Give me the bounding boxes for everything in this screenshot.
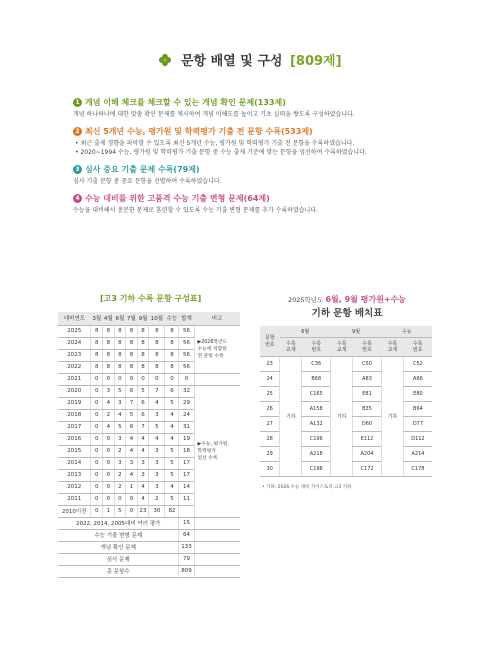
table-cell: 4 (149, 397, 165, 409)
table-cell: 2017 (58, 421, 91, 433)
table-cell: 3 (149, 469, 165, 481)
question-number: 26 (260, 401, 280, 416)
table-cell: 2021 (58, 373, 91, 385)
table-cell: 3 (114, 433, 126, 445)
table-cell: 0 (91, 421, 103, 433)
table-cell: 6 (126, 385, 138, 397)
table-cell: 3 (149, 445, 165, 457)
column-header: 대비연도 (58, 312, 91, 325)
page-title (0, 50, 500, 69)
remark-cell: ▶수능, 평가원, 학력평가 엄선 수록 (194, 385, 240, 517)
item-code: C52 (403, 356, 432, 371)
item-code: B35 (353, 401, 382, 416)
placement-pretitle (262, 294, 432, 305)
item-code: A83 (353, 371, 382, 386)
table-cell: 8 (165, 325, 179, 337)
table-cell: 5 (114, 385, 126, 397)
item-code: E81 (353, 386, 382, 401)
group-header: 6월 (280, 326, 331, 337)
summary-blank (194, 529, 240, 541)
table-cell: 18 (179, 445, 194, 457)
table-cell: 8 (137, 361, 149, 373)
item-code: A158 (302, 401, 331, 416)
table-cell: 4 (149, 433, 165, 445)
item-code: D60 (353, 416, 382, 431)
summary-row (58, 529, 240, 541)
table-cell: 4 (126, 469, 138, 481)
summary-value: 64 (179, 529, 194, 541)
table-cell: 0 (114, 373, 126, 385)
table-cell: 2011 (58, 493, 91, 505)
column-header: 합계 (179, 312, 194, 325)
table-cell (179, 505, 194, 517)
summary-row (58, 565, 240, 577)
title-count: [809제] (289, 54, 342, 69)
table-cell: 8 (114, 325, 126, 337)
question-number: 25 (260, 386, 280, 401)
table-cell: 0 (91, 373, 103, 385)
table-cell: 8 (149, 361, 165, 373)
table-cell: 8 (103, 361, 115, 373)
table-cell: 8 (165, 337, 179, 349)
table-cell: 82 (165, 505, 179, 517)
table-cell: 8 (149, 325, 165, 337)
table-cell: 8 (165, 361, 179, 373)
table-cell: 5 (165, 445, 179, 457)
book-cell: 기하 (280, 356, 302, 476)
column-header: 3월 (91, 312, 103, 325)
section-text: • 최근 출제 경향을 파악할 수 있도록 최신 5개년 수능, 평가원 및 학력평가 기출 전 문항을 수록하였습니다. (75, 140, 355, 147)
sub-header: 수록 교재 (331, 337, 353, 356)
placement-table-title: 기하 문항 배치표 (311, 308, 383, 319)
table-cell: 2025 (58, 325, 91, 337)
table-cell: 19 (179, 433, 194, 445)
table-cell: 8 (91, 349, 103, 361)
summary-value: 79 (179, 553, 194, 565)
summary-label: 수능 기출 변형 문제 (58, 529, 179, 541)
sub-header: 수록 번호 (302, 337, 331, 356)
table-cell: 0 (91, 433, 103, 445)
composition-table (58, 312, 240, 578)
item-code: B68 (302, 371, 331, 386)
sub-header: 수록 번호 (353, 337, 382, 356)
table-cell: 8 (126, 337, 138, 349)
table-cell: 4 (137, 481, 149, 493)
table-cell: 3 (149, 409, 165, 421)
table-cell: 24 (179, 409, 194, 421)
placement-footnote: • 기하: 2026 수능 대비 자이스토리 고3 기하 (262, 485, 352, 490)
sub-header: 수록 교재 (381, 337, 403, 356)
table-cell: 0 (137, 373, 149, 385)
placement-exams: 6월, 9월 평가원+수능 (325, 295, 406, 304)
question-number: 29 (260, 446, 280, 461)
table-cell: 7 (126, 397, 138, 409)
table-cell: 0 (103, 445, 115, 457)
table-cell: 14 (179, 481, 194, 493)
table-cell: 3 (149, 457, 165, 469)
item-code: B64 (403, 401, 432, 416)
summary-blank (194, 541, 240, 553)
summary-label: 2022, 2014, 2005대비 여러 평가 (58, 517, 179, 529)
summary-label: 총 문항수 (58, 565, 179, 577)
table-cell: 56 (179, 361, 194, 373)
table-cell: 0 (91, 409, 103, 421)
table-cell: 8 (137, 349, 149, 361)
table-cell: 0 (91, 397, 103, 409)
table-cell: 0 (91, 505, 103, 517)
item-code: C50 (353, 356, 382, 371)
table-cell: 30 (149, 505, 165, 517)
table-cell: 4 (165, 409, 179, 421)
table-cell: 17 (179, 457, 194, 469)
table-cell: 0 (103, 493, 115, 505)
sub-header: 수록 교재 (280, 337, 302, 356)
table-cell: 0 (126, 505, 138, 517)
table-cell: 8 (126, 325, 138, 337)
item-code: E80 (403, 386, 432, 401)
table-cell: 0 (103, 469, 115, 481)
item-code: A218 (302, 446, 331, 461)
question-number: 28 (260, 431, 280, 446)
table-cell: 5 (137, 385, 149, 397)
table-cell: 29 (179, 397, 194, 409)
table-cell: 7 (149, 385, 165, 397)
table-cell: 0 (165, 373, 179, 385)
table-cell: 8 (103, 337, 115, 349)
column-header: 9월 (137, 312, 149, 325)
table-cell: 0 (91, 385, 103, 397)
table-cell: 2018 (58, 409, 91, 421)
table-cell: 7 (137, 421, 149, 433)
question-number: 24 (260, 371, 280, 386)
composition-table-title: [고3 기하 수록 문항 구성표] (100, 294, 202, 303)
section-3 (73, 164, 433, 186)
summary-blank (194, 553, 240, 565)
table-cell: 6 (126, 421, 138, 433)
table-cell: 2024 (58, 337, 91, 349)
table-cell: 0 (91, 493, 103, 505)
table-row (260, 356, 432, 371)
table-cell: 8 (137, 337, 149, 349)
table-cell: 8 (149, 349, 165, 361)
table-cell: 8 (114, 349, 126, 361)
section-title: 개념 이해 체크를 체크할 수 있는 개념 확인 문제(133제) (85, 98, 286, 107)
table-cell: 4 (165, 421, 179, 433)
table-cell: 2 (103, 409, 115, 421)
table-cell: 0 (179, 373, 194, 385)
table-cell: 2010이전 (58, 505, 91, 517)
table-cell: 8 (91, 361, 103, 373)
table-cell: 5 (149, 421, 165, 433)
table-cell: 3 (103, 385, 115, 397)
column-header-number: 문항 번호 (260, 326, 280, 356)
section-4 (73, 193, 433, 215)
table-cell: 56 (179, 337, 194, 349)
item-code: C165 (302, 386, 331, 401)
table-cell: 0 (103, 457, 115, 469)
table-cell: 2 (114, 469, 126, 481)
table-cell: 2022 (58, 361, 91, 373)
item-code: A66 (403, 371, 432, 386)
column-header: 4월 (103, 312, 115, 325)
table-cell: 4 (165, 433, 179, 445)
table-cell: 8 (149, 337, 165, 349)
table-cell: 2013 (58, 469, 91, 481)
section-2 (73, 126, 433, 157)
sub-header: 수록 번호 (403, 337, 432, 356)
table-cell: 23 (137, 505, 149, 517)
summary-row (58, 541, 240, 553)
table-cell: 0 (103, 433, 115, 445)
number-badge: 2 (73, 127, 82, 136)
table-cell: 5 (165, 457, 179, 469)
summary-value: 133 (179, 541, 194, 553)
section-text: • 2020~1994 수능, 평가원 및 학력평가 기출 문항 중 수능 출제 기준에 맞는 문항을 엄선하여 수록하였습니다. (75, 149, 367, 156)
table-cell: 0 (126, 373, 138, 385)
table-cell: 6 (165, 385, 179, 397)
column-header: 6월 (114, 312, 126, 325)
table-cell: 3 (126, 457, 138, 469)
table-row (58, 385, 240, 397)
table-cell: 8 (165, 349, 179, 361)
table-cell: 3 (114, 397, 126, 409)
column-header: 비고 (194, 312, 240, 325)
table-cell: 1 (126, 481, 138, 493)
table-cell: 2014 (58, 457, 91, 469)
table-cell: 8 (91, 337, 103, 349)
item-code: C36 (302, 356, 331, 371)
table-cell: 4 (137, 433, 149, 445)
table-cell: 31 (179, 421, 194, 433)
clover-icon (158, 53, 172, 67)
table-cell: 5 (114, 505, 126, 517)
table-cell: 4 (126, 445, 138, 457)
section-1 (73, 97, 433, 119)
placement-year: 2025학년도 (287, 296, 324, 304)
table-cell: 32 (179, 385, 194, 397)
table-cell: 4 (165, 481, 179, 493)
table-cell: 0 (149, 373, 165, 385)
table-cell: 6 (137, 397, 149, 409)
table-cell: 6 (137, 409, 149, 421)
table-cell: 0 (103, 373, 115, 385)
table-cell: 1 (103, 505, 115, 517)
column-header: 7월 (126, 312, 138, 325)
table-cell: 2012 (58, 481, 91, 493)
table-cell: 2023 (58, 349, 91, 361)
book-cell: 기하 (331, 356, 353, 476)
table-cell: 8 (114, 361, 126, 373)
number-badge: 1 (73, 98, 82, 107)
table-cell: 11 (179, 493, 194, 505)
table-cell: 8 (137, 325, 149, 337)
table-cell: 2020 (58, 385, 91, 397)
item-code: C172 (353, 461, 382, 476)
placement-table (260, 326, 432, 477)
table-cell: 0 (103, 481, 115, 493)
item-code: D112 (403, 431, 432, 446)
section-title: 심사 중요 기출 문제 수록(79제) (85, 165, 200, 174)
table-row (58, 373, 240, 385)
section-text: 심사 기출 문항 중 중요 문항을 선별하여 수록하였습니다. (73, 178, 222, 185)
summary-blank (194, 565, 240, 577)
table-cell: 0 (114, 493, 126, 505)
column-header: 수능 (165, 312, 179, 325)
table-cell: 3 (137, 469, 149, 481)
section-text: 수능을 대비해서 충분한 문제로 훈련할 수 있도록 수능 기출 변형 문제를 추가 수록하였습니다. (73, 207, 319, 214)
summary-label: 개념 확인 문제 (58, 541, 179, 553)
table-cell: 4 (114, 409, 126, 421)
table-cell: 5 (114, 421, 126, 433)
table-cell: 2016 (58, 433, 91, 445)
table-cell: 56 (179, 349, 194, 361)
table-cell: 5 (165, 469, 179, 481)
table-cell: 8 (126, 361, 138, 373)
item-code: A132 (302, 416, 331, 431)
item-code: C178 (403, 461, 432, 476)
summary-row (58, 553, 240, 565)
table-cell: 0 (91, 457, 103, 469)
question-number: 30 (260, 461, 280, 476)
table-cell: 4 (137, 445, 149, 457)
group-header: 수능 (381, 326, 432, 337)
table-cell: 2 (149, 493, 165, 505)
table-cell: 8 (126, 349, 138, 361)
item-code: A214 (403, 446, 432, 461)
table-cell: 2019 (58, 397, 91, 409)
item-code: C196 (302, 431, 331, 446)
table-cell: 5 (165, 493, 179, 505)
table-cell: 56 (179, 325, 194, 337)
table-cell: 5 (165, 397, 179, 409)
column-header: 10월 (149, 312, 165, 325)
title-text: 문항 배열 및 구성 (180, 54, 283, 69)
table-cell: 8 (103, 325, 115, 337)
summary-label: 심사 문제 (58, 553, 179, 565)
item-code: A204 (353, 446, 382, 461)
number-badge: 4 (73, 194, 82, 203)
table-cell: 8 (103, 349, 115, 361)
summary-row (58, 517, 240, 529)
section-text: 개념 하나하나에 대한 맞춤 확인 문제를 제시하여 개념 이해도를 높이고 기초 실력을 쌓도록 구성하였습니다. (73, 111, 355, 118)
summary-blank (194, 517, 240, 529)
table-cell: 4 (126, 433, 138, 445)
table-cell: 8 (91, 325, 103, 337)
table-cell: 2 (114, 445, 126, 457)
question-number: 27 (260, 416, 280, 431)
table-cell: 4 (137, 493, 149, 505)
table-cell: 3 (114, 457, 126, 469)
table-cell: 8 (114, 337, 126, 349)
table-cell: 3 (137, 457, 149, 469)
table-cell: 4 (103, 421, 115, 433)
question-number: 23 (260, 356, 280, 371)
table-row (58, 325, 240, 337)
table-cell: 4 (103, 397, 115, 409)
group-header: 9월 (331, 326, 382, 337)
item-code: E112 (353, 431, 382, 446)
table-cell: 2015 (58, 445, 91, 457)
table-cell: 17 (179, 469, 194, 481)
item-code: D77 (403, 416, 432, 431)
number-badge: 3 (73, 165, 82, 174)
remark-cell: ▶2026학년도 수능에 적합한 전 문항 수록 (194, 325, 240, 373)
summary-value: 809 (179, 565, 194, 577)
composition-sections (73, 97, 433, 222)
item-code: C198 (302, 461, 331, 476)
summary-value: 15 (179, 517, 194, 529)
book-cell: 기하 (381, 356, 403, 476)
section-title: 최신 5개년 수능, 평가원 및 학력평가 기출 전 문항 수록(533제) (85, 127, 313, 136)
section-title: 수능 대비를 위한 고품격 수능 기출 변형 문제(64제) (85, 194, 270, 203)
table-cell: 0 (91, 445, 103, 457)
remark-cell (194, 373, 240, 385)
table-cell: 3 (149, 481, 165, 493)
table-cell: 2 (114, 481, 126, 493)
table-cell: 0 (91, 481, 103, 493)
table-cell: 5 (126, 409, 138, 421)
table-cell: 0 (91, 469, 103, 481)
table-cell: 0 (126, 493, 138, 505)
